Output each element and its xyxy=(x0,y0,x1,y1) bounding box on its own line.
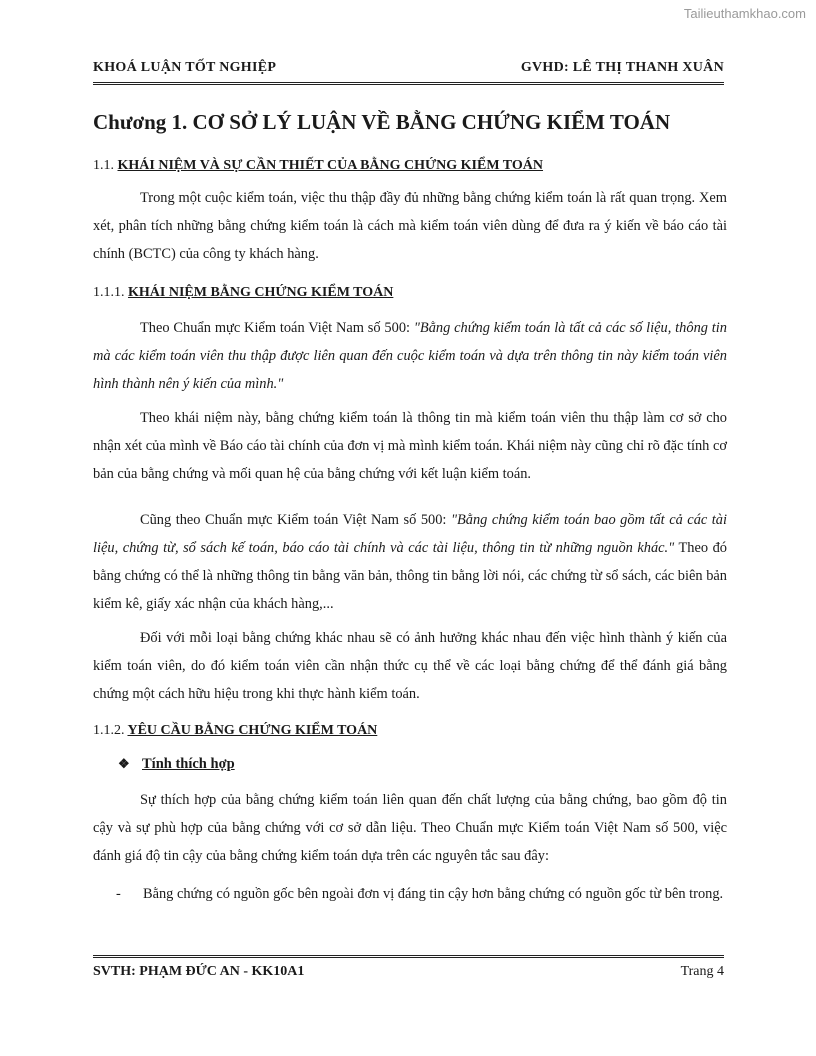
page-number: Trang 4 xyxy=(680,964,724,979)
diamond-bullet-icon: ❖ xyxy=(118,756,130,771)
footer-divider xyxy=(93,955,724,958)
section-heading-1-1-1 xyxy=(93,285,393,301)
dash-bullet: - xyxy=(116,886,121,902)
standard-lead: Cũng theo Chuẩn mực Kiểm toán Việt Nam số 500: xyxy=(140,512,451,528)
section-number: 1.1. xyxy=(93,158,114,173)
section-heading-1-1 xyxy=(93,158,543,174)
watermark: Tailieuthamkhao.com xyxy=(683,6,806,21)
list-item-text: Bằng chứng có nguồn gốc bên ngoài đơn vị đáng tin cậy hơn bằng chứng có nguồn gốc từ bên trong. xyxy=(143,886,724,902)
header-left: KHOÁ LUẬN TỐT NGHIỆP xyxy=(93,60,277,75)
standard-quote: "Bằng chứng kiểm toán bao gồm tất cả các tài liệu, chứng từ, sổ sách kế toán, báo cáo tài chính và các tài liệu, thông tin từ những nguồn khác." xyxy=(93,512,727,556)
paragraph-appropriateness: Sự thích hợp của bằng chứng kiểm toán liên quan đến chất lượng của bằng chứng, bao gồm độ tin cậy và sự phù hợp của bằng chứng với cơ sở dẫn liệu. Theo Chuẩn mực Kiểm toán Việt Nam số 500, việc đánh giá độ tin cậy của bằng chứng kiểm toán dựa trên các nguyên tắc sau đây: xyxy=(93,792,727,864)
definition-lead: Theo Chuẩn mực Kiểm toán Việt Nam số 500: xyxy=(140,320,414,336)
section-title: YÊU CẦU BẰNG CHỨNG KIỂM TOÁN xyxy=(127,723,378,738)
section-number: 1.1.1. xyxy=(93,285,125,300)
paragraph-explanation: Theo khái niệm này, bằng chứng kiểm toán là thông tin mà kiểm toán viên thu thập làm cơ sở cho nhận xét của mình về Báo cáo tài chính của đơn vị mà mình kiểm toán. Khái niệm này cũng chỉ rõ đặc tính cơ bản của bằng chứng và mối quan hệ của bằng chứng với kết luận kiểm toán. xyxy=(93,410,727,482)
section-title: KHÁI NIỆM VÀ SỰ CẦN THIẾT CỦA BẰNG CHỨNG KIỂM TOÁN xyxy=(117,158,544,173)
section-title: KHÁI NIỆM BẰNG CHỨNG KIỂM TOÁN xyxy=(128,285,394,300)
definition-quote: "Bằng chứng kiểm toán là tất cả các số liệu, thông tin mà các kiểm toán viên thu thập được liên quan đến cuộc kiểm toán và dựa trên thông tin này kiểm toán viên hình thành nên ý kiến của mình." xyxy=(93,320,727,392)
bullet-heading-appropriateness xyxy=(118,756,235,773)
standard-tail: Theo đó bằng chứng có thể là những thông tin bằng văn bản, thông tin bằng lời nói, các chứng từ sổ sách, các biên bản kiểm kê, giấy xác nhận của khách hàng,... xyxy=(93,540,727,612)
paragraph-definition xyxy=(93,314,727,398)
paragraph-intro: Trong một cuộc kiểm toán, việc thu thập đầy đủ những bằng chứng kiểm toán là rất quan trọng. Xem xét, phân tích những bằng chứng kiểm toán là cách mà kiểm toán viên dùng để đưa ra ý kiến về báo cáo tài chính (BCTC) của công ty khách hàng. xyxy=(93,190,727,262)
section-heading-1-1-2 xyxy=(93,723,377,739)
paragraph-standard-500 xyxy=(93,506,727,618)
section-number: 1.1.2. xyxy=(93,723,125,738)
chapter-title: Chương 1. CƠ SỞ LÝ LUẬN VỀ BẰNG CHỨNG KIỂM TOÁN xyxy=(93,110,671,134)
footer-left: SVTH: PHẠM ĐỨC AN - KK10A1 xyxy=(93,964,305,979)
bullet-heading-label: Tính thích hợp xyxy=(142,756,235,772)
list-item xyxy=(116,880,727,908)
header-right: GVHD: LÊ THỊ THANH XUÂN xyxy=(520,60,724,75)
page-header xyxy=(93,60,724,85)
paragraph-evidence-types: Đối với mỗi loại bằng chứng khác nhau sẽ có ảnh hưởng khác nhau đến việc hình thành ý kiến của kiểm toán viên, do đó kiểm toán viên cần nhận thức cụ thể về các loại bằng chứng để thể đánh giá bằng chứng một cách hữu hiệu trong khi thực hành kiểm toán. xyxy=(93,630,727,702)
